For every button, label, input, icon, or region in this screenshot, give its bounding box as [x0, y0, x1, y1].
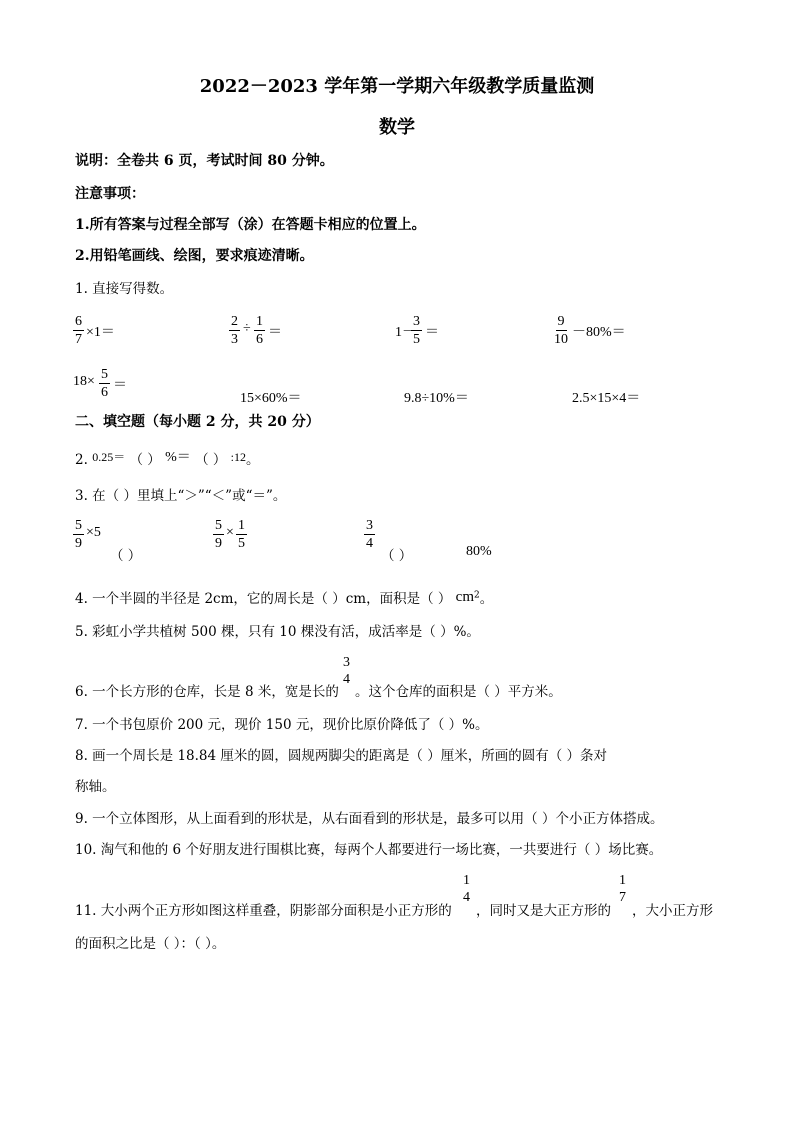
numerator: 1	[463, 873, 470, 888]
question-2	[75, 446, 260, 468]
question-6	[75, 680, 339, 700]
q4-end: 。	[479, 591, 494, 607]
q6-fraction	[341, 655, 352, 687]
question-4	[75, 587, 493, 607]
q11-fraction-1	[461, 873, 472, 905]
denominator: 7	[75, 332, 82, 347]
q4-unit-exponent: 2	[473, 590, 480, 601]
q1b-fraction-1	[229, 314, 240, 347]
q3b-operator: ×	[226, 525, 234, 540]
q1g-expression: 9.8÷10%＝	[404, 391, 469, 406]
q3b-fraction-2	[236, 518, 247, 551]
q1a-fraction	[73, 314, 84, 347]
q2-end: 。	[246, 452, 260, 468]
q3c-blank: （ ）	[381, 548, 413, 564]
question-11-part-2: ，同时又是大正方形的	[476, 903, 611, 919]
numerator: 5	[215, 518, 222, 533]
denominator: 3	[231, 332, 238, 347]
page-title: 2022－2023 学年第一学期六年级教学质量监测	[199, 76, 595, 97]
question-8-line-1: 8. 画一个周长是 18.84 厘米的圆，圆规两脚尖的距离是（ ）厘米，所画的圆有（ ）条对	[75, 748, 607, 764]
numerator: 1	[256, 314, 263, 329]
numerator: 3	[343, 655, 350, 670]
question-8-line-2: 称轴。	[75, 779, 116, 795]
numerator: 3	[413, 314, 420, 329]
q2-part-1: 0.25＝	[92, 450, 126, 464]
q1e-expression: ＝	[113, 378, 127, 393]
q6-part-1: 6. 一个长方形的仓库，长是 8 米，宽是长的	[75, 684, 339, 700]
q3b-fraction-1	[213, 518, 224, 551]
denominator: 10	[554, 332, 568, 347]
denominator: 9	[215, 536, 222, 551]
denominator: 4	[463, 890, 470, 905]
q1d-expression: －80%＝	[572, 325, 626, 340]
q1a-expression: ×1＝	[86, 325, 115, 340]
q1h-expression: 2.5×15×4＝	[572, 391, 641, 406]
denominator: 5	[413, 332, 420, 347]
question-1-stem: 1. 直接写得数。	[75, 281, 174, 297]
q2-part-2: %＝	[165, 450, 191, 465]
q4-unit: cm	[455, 589, 474, 605]
q11-fraction-2	[617, 873, 628, 905]
exam-intro: 说明：全卷共 6 页，考试时间 80 分钟。	[75, 153, 334, 169]
q1b-expression: ＝	[268, 325, 282, 340]
q3a-fraction	[73, 518, 84, 551]
numerator: 3	[366, 518, 373, 533]
denominator: 9	[75, 536, 82, 551]
denominator: 7	[619, 890, 626, 905]
q1b-fraction-2	[254, 314, 265, 347]
q1c-fraction	[411, 314, 422, 347]
question-11-part-1: 11. 大小两个正方形如图这样重叠，阴影部分面积是小正方形的	[75, 903, 452, 919]
q1c-expression: ＝	[425, 325, 439, 340]
q2-part-3: :12	[230, 450, 246, 464]
question-11-line-2: 的面积之比是（ ）：（ ）。	[75, 936, 226, 952]
q1f-expression: 15×60%＝	[240, 391, 302, 406]
q4-text: 4. 一个半圆的半径是 2cm，它的周长是（ ）cm，面积是（ ）	[75, 591, 452, 607]
numerator: 9	[557, 314, 565, 329]
question-10: 10. 淘气和他的 6 个好朋友进行围棋比赛，每两个人都要进行一场比赛，一共要进行（ ）场比赛。	[75, 842, 663, 858]
denominator: 4	[343, 672, 350, 687]
denominator: 5	[238, 536, 245, 551]
notes-heading: 注意事项：	[75, 186, 145, 202]
q2-number: 2.	[75, 452, 88, 468]
q1e-fraction	[99, 367, 110, 400]
note-item-2: 2.用铅笔画线、绘图，要求痕迹清晰。	[75, 248, 314, 264]
subject-title: 数学	[379, 117, 415, 138]
denominator: 6	[101, 385, 108, 400]
q3a-expression: ×5	[86, 525, 101, 540]
q3c-fraction	[364, 518, 375, 551]
numerator: 2	[231, 314, 238, 329]
q2-blank-1: （ ）	[129, 452, 161, 468]
q1c-lead: 1－	[395, 325, 416, 340]
numerator: 1	[619, 873, 626, 888]
note-item-1: 1.所有答案与过程全部写（涂）在答题卡相应的位置上。	[75, 217, 426, 233]
q1d-fraction	[552, 314, 570, 347]
q3c-expression: 80%	[466, 544, 492, 559]
question-5: 5. 彩虹小学共植树 500 棵，只有 10 棵没有活，成活率是（ ）%。	[75, 624, 480, 640]
question-11-part-3: ，大小正方形	[632, 903, 713, 919]
numerator: 5	[75, 518, 82, 533]
q6-part-2: 。这个仓库的面积是（ ）平方米。	[355, 684, 562, 700]
numerator: 1	[238, 518, 245, 533]
question-3-stem: 3. 在（ ）里填上“＞”“＜”或“＝”。	[75, 488, 287, 504]
section-2-heading: 二、填空题（每小题 2 分，共 20 分）	[75, 414, 320, 430]
q2-blank-2: （ ）	[195, 452, 227, 468]
denominator: 4	[366, 536, 373, 551]
numerator: 6	[75, 314, 82, 329]
q1e-lead: 18×	[73, 374, 95, 389]
denominator: 6	[256, 332, 263, 347]
q1b-operator: ÷	[243, 321, 251, 336]
q3a-blank: （ ）	[110, 548, 142, 564]
question-9: 9. 一个立体图形，从上面看到的形状是，从右面看到的形状是，最多可以用（ ）个小正方体搭成。	[75, 811, 664, 827]
question-7: 7. 一个书包原价 200 元，现价 150 元，现价比原价降低了（ ）%。	[75, 717, 489, 733]
numerator: 5	[101, 367, 108, 382]
